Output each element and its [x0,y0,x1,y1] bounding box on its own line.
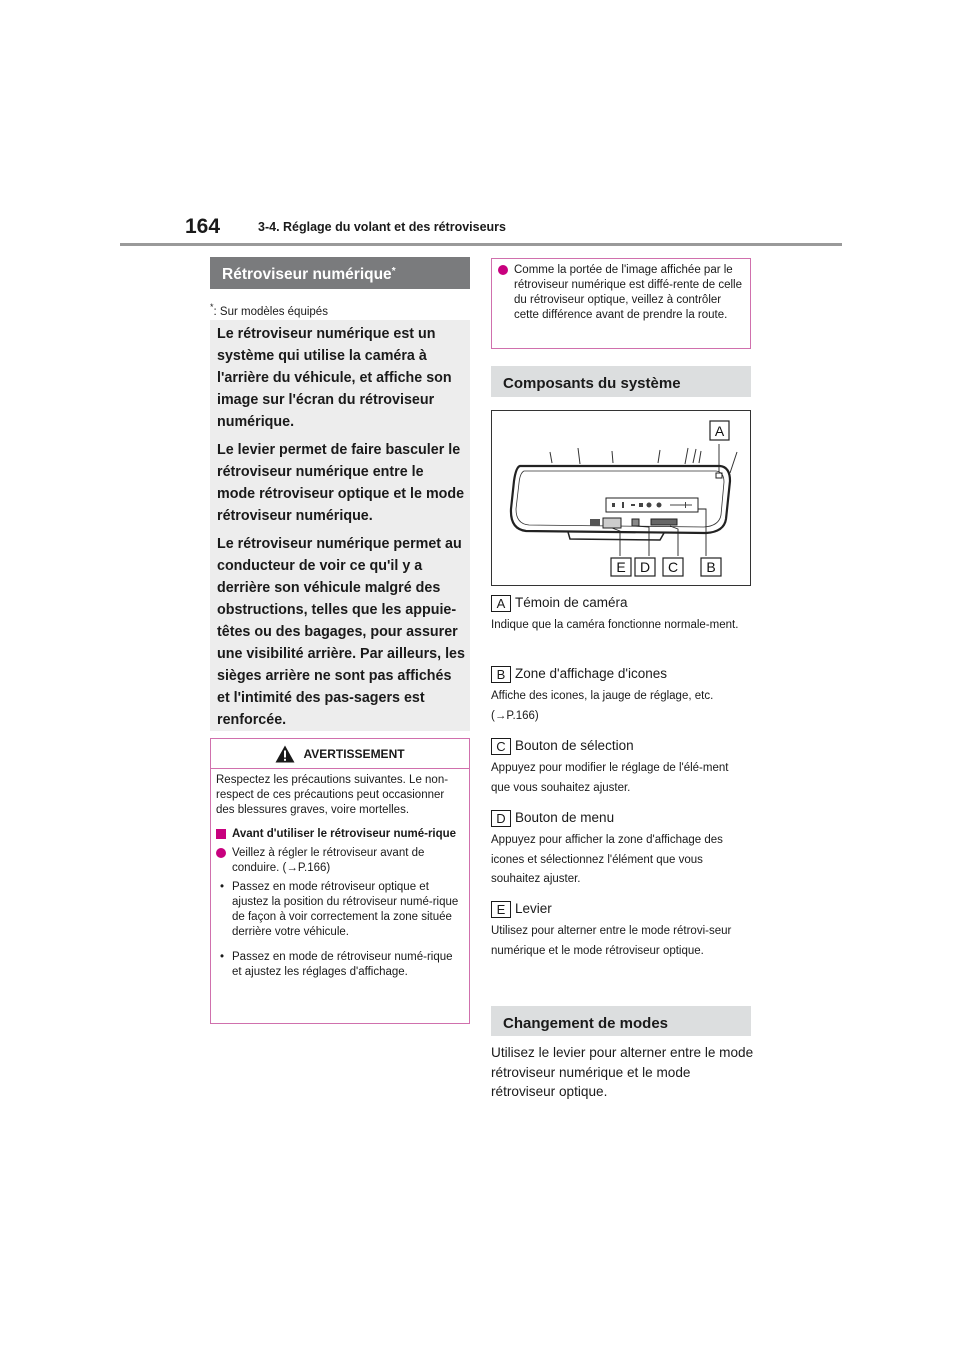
warning-dash-text: Passez en mode de rétroviseur numé-rique et ajustez les réglages d'affichage. [232,951,453,978]
component-item [491,594,761,636]
component-desc: Affiche des icones, la jauge de réglage, etc. (→P.166) [491,690,714,722]
warning-header [211,739,469,769]
modes-heading: Changement de modes [491,1006,751,1036]
figure-label-c: C [667,559,679,575]
figure-label-d: D [639,559,651,575]
intro-paragraph: Le levier permet de faire basculer le rétroviseur numérique entre le mode rétroviseur optique et le mode rétroviseur numérique. [217,442,465,524]
warning-dash-item [216,880,463,940]
circle-bullet-icon [498,265,508,275]
note-box [491,258,751,349]
mirror-illustration [491,410,751,586]
component-name: Témoin de caméra [515,595,628,610]
component-badge: D [491,810,511,827]
component-title [491,900,761,918]
modes-text: Utilisez le levier pour alterner entre le mode rétroviseur numérique et le mode rétroviseur optique. [491,1045,754,1099]
warning-dash-text: Passez en mode rétroviseur optique et ajustez la position du rétroviseur numé-rique de façon à voir correctement la zone située derrière votre véhicule. [232,881,459,938]
warning-title: AVERTISSEMENT [303,746,405,761]
component-desc: Indique que la caméra fonctionne normale-ment. [491,619,739,631]
header-rule [120,243,842,246]
circle-bullet-icon [216,848,226,858]
component-badge: A [491,595,511,612]
warning-bullet [216,846,463,876]
section-heading-mark: * [391,266,396,277]
mirror-drawing [492,411,750,585]
warning-bullet-text: Veillez à régler le rétroviseur avant de conduire. (→P.166) [232,847,425,874]
component-title [491,594,761,612]
figure-label-a: A [714,423,725,439]
component-name: Levier [515,901,552,916]
component-item [491,809,761,890]
component-desc: Appuyez pour modifier le réglage de l'élé-ment que vous souhaitez ajuster. [491,762,729,794]
note-text: Comme la portée de l'image affichée par le rétroviseur numérique est diffé-rente de celle du rétroviseur optique, veillez à contrôler cette différence avant de prendre la route. [514,264,742,321]
footnote-mark: * [210,302,214,312]
square-bullet-icon [216,829,226,839]
warning-box [210,738,470,1024]
figure-label-e: E [616,559,626,575]
component-title [491,665,761,683]
component-item [491,900,761,961]
component-name: Zone d'affichage d'icones [515,666,668,681]
dash-bullet: • [220,951,225,963]
component-desc: Utilisez pour alterner entre le mode rétrovi-seur numérique et le mode rétroviseur optique. [491,925,732,957]
component-badge: B [491,666,511,683]
warning-intro: Respectez les précautions suivantes. Le non-respect de ces précautions peut occasionner des blessures graves, voire mortelles. [216,774,449,816]
component-badge: C [491,738,511,755]
page-number: 164 [185,215,221,238]
components-heading: Composants du système [491,366,751,397]
intro-paragraph: Le rétroviseur numérique est un système qui utilise la caméra à l'arrière du véhicule, et affiche son image sur l'écran du rétroviseur numérique. [217,326,452,430]
warning-body [211,769,469,980]
component-badge: E [491,901,511,918]
component-desc: Appuyez pour afficher la zone d'affichage des icones et sélectionnez l'élément que vous souhaitez ajuster. [491,834,723,885]
component-item [491,665,761,726]
component-name: Bouton de sélection [515,738,634,753]
component-title [491,737,761,755]
footnote [210,300,328,319]
section-heading-digital-mirror [210,257,470,289]
footnote-text: : Sur modèles équipés [213,305,328,318]
intro-box [210,320,470,731]
intro-paragraph: Le rétroviseur numérique permet au conducteur de voir ce qu'il y a derrière son véhicule malgré des obstructions, telles que les appuie-têtes ou des bagages, pour assurer une visibilité arrière. Par ailleurs, les sièges arrière ne sont pas affichés et l'intimité des pas-sagers est renforcée. [217,536,465,728]
component-title [491,809,761,827]
component-name: Bouton de menu [515,810,615,825]
component-item [491,737,761,798]
dash-bullet: • [220,881,225,893]
figure-label-b: B [706,559,716,575]
section-title: 3-4. Réglage du volant et des rétroviseurs [258,220,506,234]
section-heading-text: Rétroviseur numérique [222,266,392,283]
warning-subheading [216,827,463,842]
warning-triangle-icon [275,745,295,763]
warning-dash-item [216,950,463,980]
warning-subheading-text: Avant d'utiliser le rétroviseur numé-rique [232,828,457,840]
